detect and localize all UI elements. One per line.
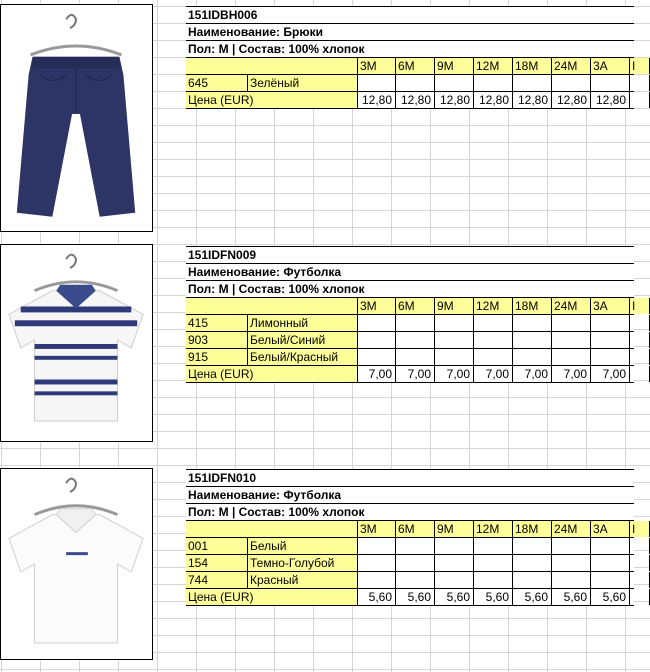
qty-cell[interactable] [435, 75, 474, 91]
qty-cell[interactable] [358, 538, 396, 554]
size-header: 24M [552, 58, 591, 74]
gender-composition: Пол: М | Состав: 100% хлопок [188, 505, 365, 519]
qty-cell[interactable] [396, 349, 435, 365]
sku-row [186, 469, 634, 487]
price-cell: 7,00 [474, 366, 513, 382]
size-header-row [186, 298, 634, 315]
size-header: I [630, 521, 650, 537]
size-header: 12M [474, 521, 513, 537]
qty-cell[interactable] [591, 572, 630, 588]
qty-cell[interactable] [435, 538, 474, 554]
qty-cell[interactable] [513, 332, 552, 348]
qty-cell[interactable] [474, 332, 513, 348]
size-header-row [186, 58, 634, 75]
qty-cell[interactable] [630, 332, 650, 348]
color-row [186, 332, 634, 349]
size-header: 3M [358, 298, 396, 314]
color-code: 154 [186, 555, 248, 571]
qty-cell[interactable] [474, 349, 513, 365]
price-cell: 7,00 [591, 366, 630, 382]
gender-composition: Пол: М | Состав: 100% хлопок [188, 42, 365, 56]
qty-cell[interactable] [396, 572, 435, 588]
color-code: 915 [186, 349, 248, 365]
qty-cell[interactable] [630, 572, 650, 588]
size-header-blank [186, 521, 358, 537]
size-header: 9M [435, 298, 474, 314]
color-row [186, 572, 634, 589]
size-header: 12M [474, 58, 513, 74]
qty-cell[interactable] [358, 315, 396, 331]
qty-cell[interactable] [435, 332, 474, 348]
price-cell: 12,80 [552, 92, 591, 108]
price-row [186, 92, 634, 109]
qty-cell[interactable] [513, 538, 552, 554]
price-row [186, 366, 634, 383]
qty-cell[interactable] [513, 555, 552, 571]
size-header: 24M [552, 521, 591, 537]
qty-cell[interactable] [435, 349, 474, 365]
product-photo-3 [0, 468, 153, 660]
product-name: Наименование: Брюки [188, 25, 323, 39]
gender-row [186, 281, 634, 298]
size-header-blank [186, 58, 358, 74]
color-name: Лимонный [248, 315, 358, 331]
color-name: Белый/Красный [248, 349, 358, 365]
size-header-blank [186, 298, 358, 314]
price-cell: 12,80 [591, 92, 630, 108]
price-cell: 12,80 [358, 92, 396, 108]
size-header: 24M [552, 298, 591, 314]
qty-cell[interactable] [552, 75, 591, 91]
color-name: Белый/Синий [248, 332, 358, 348]
size-header: 3A [591, 58, 630, 74]
color-row [186, 555, 634, 572]
qty-cell[interactable] [630, 75, 650, 91]
price-label: Цена (EUR) [186, 589, 358, 605]
price-cell: 12,80 [396, 92, 435, 108]
qty-cell[interactable] [513, 572, 552, 588]
price-label: Цена (EUR) [186, 366, 358, 382]
qty-cell[interactable] [396, 332, 435, 348]
qty-cell[interactable] [474, 555, 513, 571]
price-cell-overflow [630, 589, 650, 605]
qty-cell[interactable] [396, 315, 435, 331]
size-header-row [186, 521, 634, 538]
product-name: Наименование: Футболка [188, 265, 342, 279]
qty-cell[interactable] [552, 572, 591, 588]
qty-cell[interactable] [358, 349, 396, 365]
color-code: 744 [186, 572, 248, 588]
gender-row [186, 504, 634, 521]
size-header: 3A [591, 521, 630, 537]
qty-cell[interactable] [513, 75, 552, 91]
qty-cell[interactable] [513, 315, 552, 331]
size-header: 18M [513, 58, 552, 74]
name-row [186, 24, 634, 41]
qty-cell[interactable] [552, 349, 591, 365]
qty-cell[interactable] [474, 572, 513, 588]
qty-cell[interactable] [591, 332, 630, 348]
qty-cell[interactable] [630, 538, 650, 554]
striped-polo-photo-icon [1, 245, 152, 441]
price-cell: 5,60 [358, 589, 396, 605]
price-cell: 12,80 [474, 92, 513, 108]
color-row [186, 349, 634, 366]
color-row [186, 75, 634, 92]
color-code: 645 [186, 75, 248, 91]
qty-cell[interactable] [396, 555, 435, 571]
size-header: 9M [435, 58, 474, 74]
price-cell: 5,60 [591, 589, 630, 605]
price-cell: 7,00 [358, 366, 396, 382]
qty-cell[interactable] [396, 75, 435, 91]
color-row [186, 315, 634, 332]
size-header: 18M [513, 298, 552, 314]
qty-cell[interactable] [591, 75, 630, 91]
color-row [186, 538, 634, 555]
sku: 151IDFN010 [188, 471, 257, 485]
size-header: 3M [358, 521, 396, 537]
qty-cell[interactable] [552, 315, 591, 331]
name-row [186, 487, 634, 504]
name-row [186, 264, 634, 281]
size-header: 18M [513, 521, 552, 537]
qty-cell[interactable] [474, 538, 513, 554]
product-block-3 [186, 469, 634, 606]
product-photo-1 [0, 4, 153, 232]
qty-cell[interactable] [630, 349, 650, 365]
product-block-1 [186, 6, 634, 109]
qty-cell[interactable] [358, 332, 396, 348]
qty-cell[interactable] [630, 315, 650, 331]
color-name: Красный [248, 572, 358, 588]
price-cell: 5,60 [513, 589, 552, 605]
qty-cell[interactable] [435, 572, 474, 588]
qty-cell[interactable] [435, 315, 474, 331]
qty-cell[interactable] [474, 315, 513, 331]
qty-cell[interactable] [591, 538, 630, 554]
sku-row [186, 6, 634, 24]
color-name: Темно-Голубой [248, 555, 358, 571]
price-cell: 7,00 [513, 366, 552, 382]
sku: 151IDBH006 [188, 8, 258, 22]
price-cell: 12,80 [435, 92, 474, 108]
qty-cell[interactable] [396, 538, 435, 554]
qty-cell[interactable] [358, 75, 396, 91]
size-header: I [630, 58, 650, 74]
color-name: Зелёный [248, 75, 358, 91]
white-polo-photo-icon [1, 469, 152, 659]
price-cell: 5,60 [474, 589, 513, 605]
sku: 151IDFN009 [188, 248, 257, 262]
color-code: 415 [186, 315, 248, 331]
price-cell: 7,00 [435, 366, 474, 382]
price-label: Цена (EUR) [186, 92, 358, 108]
qty-cell[interactable] [513, 349, 552, 365]
qty-cell[interactable] [591, 555, 630, 571]
price-cell-overflow [630, 366, 650, 382]
navy-pants-photo-icon [1, 5, 152, 231]
qty-cell[interactable] [435, 555, 474, 571]
size-header: 9M [435, 521, 474, 537]
gender-composition: Пол: М | Состав: 100% хлопок [188, 282, 365, 296]
size-header: 6M [396, 521, 435, 537]
size-header: 6M [396, 58, 435, 74]
price-cell: 12,80 [513, 92, 552, 108]
qty-cell[interactable] [474, 75, 513, 91]
color-name: Белый [248, 538, 358, 554]
size-header: I [630, 298, 650, 314]
size-header: 3A [591, 298, 630, 314]
product-photo-2 [0, 244, 153, 442]
size-header: 6M [396, 298, 435, 314]
qty-cell[interactable] [358, 572, 396, 588]
price-cell: 5,60 [552, 589, 591, 605]
price-cell-overflow [630, 92, 650, 108]
qty-cell[interactable] [358, 555, 396, 571]
gender-row [186, 41, 634, 58]
color-code: 001 [186, 538, 248, 554]
price-cell: 7,00 [552, 366, 591, 382]
qty-cell[interactable] [552, 555, 591, 571]
price-cell: 5,60 [435, 589, 474, 605]
size-header: 12M [474, 298, 513, 314]
color-code: 903 [186, 332, 248, 348]
size-header: 3M [358, 58, 396, 74]
product-block-2 [186, 246, 634, 383]
qty-cell[interactable] [591, 349, 630, 365]
qty-cell[interactable] [630, 555, 650, 571]
price-cell: 7,00 [396, 366, 435, 382]
qty-cell[interactable] [552, 332, 591, 348]
price-row [186, 589, 634, 606]
product-name: Наименование: Футболка [188, 488, 342, 502]
qty-cell[interactable] [591, 315, 630, 331]
qty-cell[interactable] [552, 538, 591, 554]
sku-row [186, 246, 634, 264]
price-cell: 5,60 [396, 589, 435, 605]
